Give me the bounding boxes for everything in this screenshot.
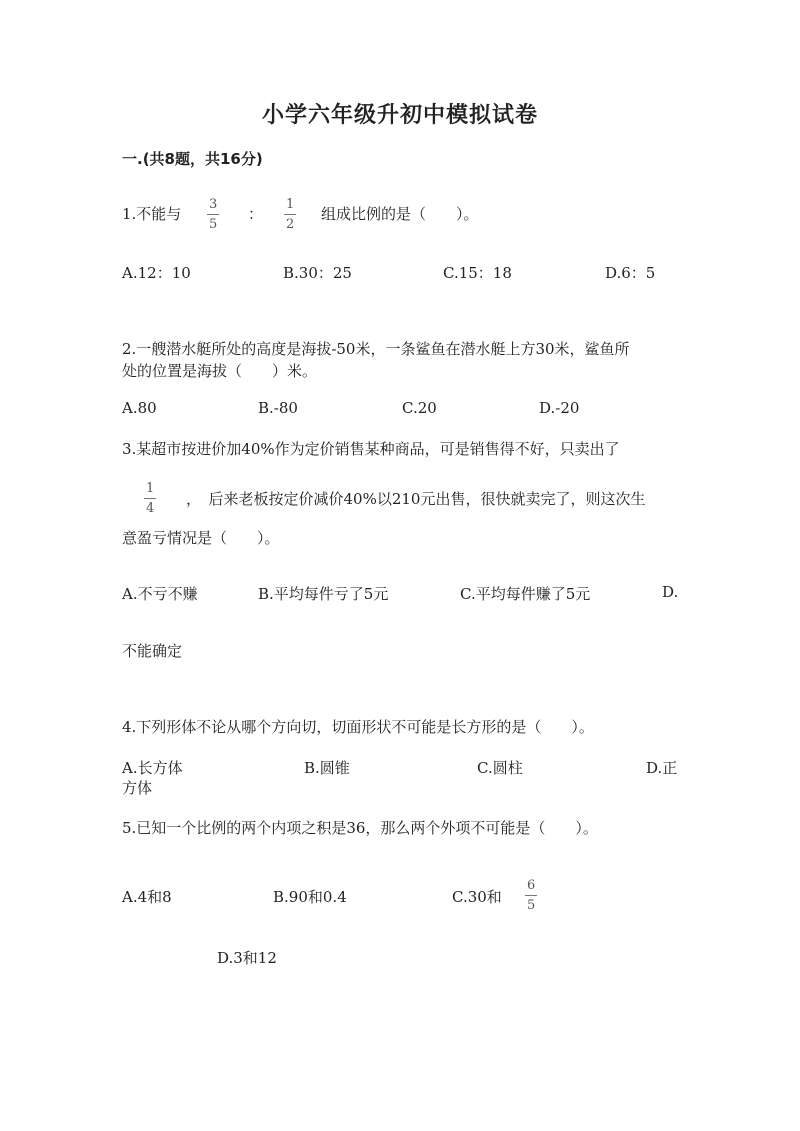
- q4-option-b[interactable]: B.圆锥: [304, 759, 350, 777]
- q1-fraction-b: [284, 198, 296, 231]
- q3-fraction-denominator: 4: [146, 501, 155, 516]
- q1-option-a[interactable]: A.12：10: [122, 264, 191, 282]
- q2-line-1: 2.一艘潜水艇所处的高度是海拔-50米，一条鲨鱼在潜水艇上方30米，鲨鱼所: [122, 340, 630, 358]
- page-title: 小学六年级升初中模拟试卷: [261, 103, 538, 128]
- fraction-bar: [207, 214, 219, 215]
- q3-fraction-numerator: 1: [146, 481, 155, 496]
- q3-option-d[interactable]: D.: [662, 583, 679, 601]
- q1-colon: ：: [248, 205, 264, 223]
- q1-fraction-b-denominator: 2: [286, 217, 295, 232]
- q3-option-a[interactable]: A.不亏不赚: [122, 585, 198, 603]
- q5-fraction-denominator: 5: [527, 898, 536, 913]
- q5-option-d[interactable]: D.3和12: [217, 949, 277, 967]
- q4-option-c[interactable]: C.圆柱: [477, 759, 523, 777]
- q3-line-1: 3.某超市按进价加40%作为定价销售某种商品，可是销售得不好，只卖出了: [122, 440, 620, 458]
- fraction-bar: [525, 895, 537, 896]
- q2-option-d[interactable]: D.-20: [539, 399, 580, 417]
- q1-fraction-a: [207, 198, 219, 231]
- q4-option-a[interactable]: A.长方体: [122, 759, 183, 777]
- q4-option-d[interactable]: D.正: [646, 759, 678, 777]
- q5-option-a[interactable]: A.4和8: [122, 888, 172, 906]
- section-header: 一.(共8题，共16分): [122, 150, 263, 168]
- q5-fraction: [525, 879, 537, 912]
- q1-fraction-b-numerator: 1: [286, 197, 295, 212]
- fraction-bar: [144, 498, 156, 499]
- q2-option-a[interactable]: A.80: [122, 399, 157, 417]
- q5-option-c[interactable]: C.30和: [452, 888, 502, 906]
- q3-option-b[interactable]: B.平均每件亏了5元: [258, 585, 389, 603]
- q5-fraction-numerator: 6: [527, 878, 536, 893]
- q1-fraction-a-denominator: 5: [209, 217, 218, 232]
- q3-line-3: 意盈亏情况是（ ）。: [122, 529, 280, 547]
- q3-option-c[interactable]: C.平均每件赚了5元: [460, 585, 591, 603]
- q1-option-c[interactable]: C.15：18: [443, 264, 512, 282]
- q2-option-b[interactable]: B.-80: [258, 399, 298, 417]
- q1-option-b[interactable]: B.30：25: [283, 264, 352, 282]
- q1-prefix: 1.不能与: [122, 205, 182, 223]
- q5-line-1: 5.已知一个比例的两个内项之积是36，那么两个外项不可能是（ ）。: [122, 819, 598, 837]
- q2-option-c[interactable]: C.20: [402, 399, 437, 417]
- q1-suffix: 组成比例的是（ ）。: [321, 205, 479, 223]
- q4-line-1: 4.下列形体不论从哪个方向切，切面形状不可能是长方形的是（ ）。: [122, 718, 594, 736]
- q1-fraction-a-numerator: 3: [209, 197, 218, 212]
- q3-line-2: ， 后来老板按定价减价40%以210元出售，很快就卖完了，则这次生: [186, 490, 646, 508]
- q3-fraction: [144, 482, 156, 515]
- q2-line-2: 处的位置是海拔（ ）米。: [122, 362, 318, 380]
- q1-option-d[interactable]: D.6：5: [605, 264, 656, 282]
- q4-option-d-text[interactable]: 方体: [122, 779, 153, 797]
- q3-option-d-text[interactable]: 不能确定: [122, 642, 183, 660]
- fraction-bar: [284, 214, 296, 215]
- q5-option-b[interactable]: B.90和0.4: [273, 888, 347, 906]
